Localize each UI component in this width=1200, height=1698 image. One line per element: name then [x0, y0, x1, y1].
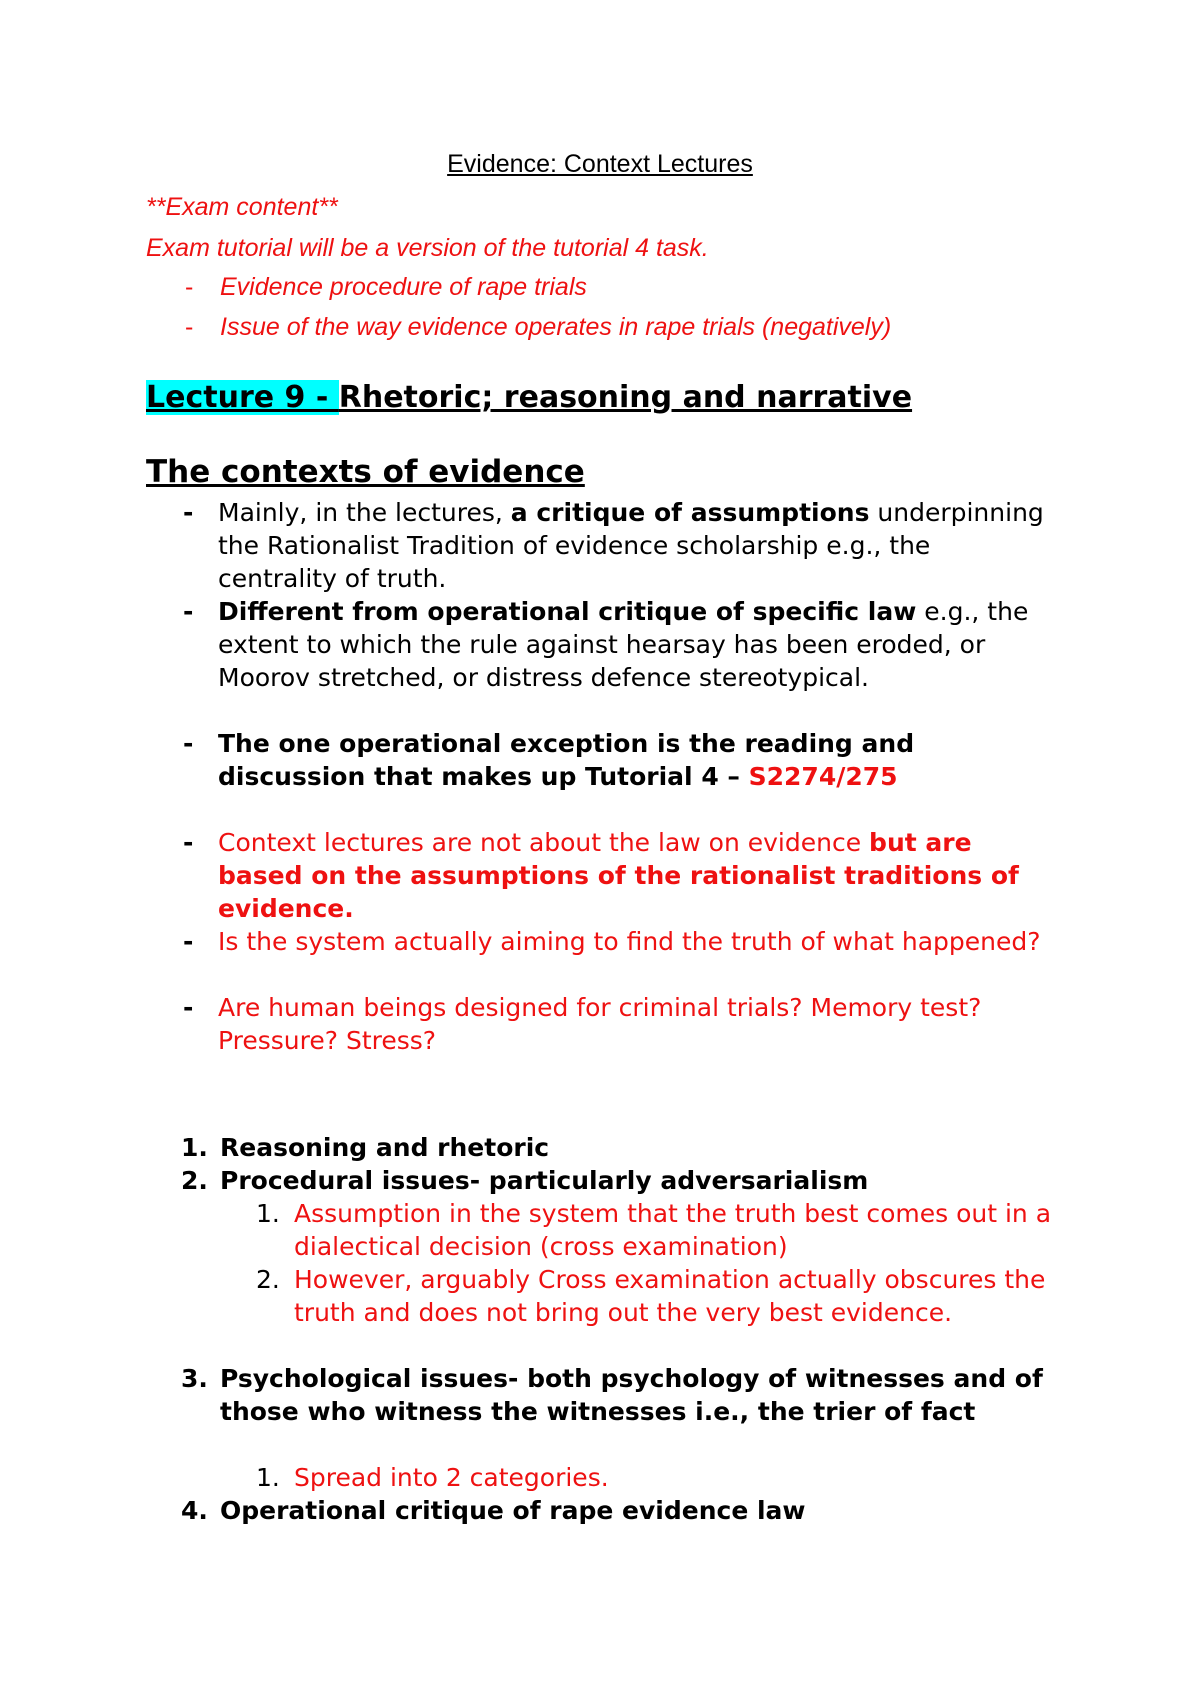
context-bullet-2: - Different from operational critique of specific law e.g., the extent to which the rule against hearsay has been eroded, or Moorov stretched, or distress defence stereotypical. — [183, 597, 1029, 692]
outline-item-3: 3. Psychological issues- both psychology of witnesses and of those who witness the witnesses i.e., the trier of fact — [181, 1364, 1043, 1426]
context-bullet-5: - Is the system actually aiming to find the truth of what happened? — [183, 927, 1041, 956]
exam-content-heading: **Exam content** — [146, 193, 338, 221]
context-bullet-3: - The one operational exception is the reading and discussion that makes up Tutorial 4 – S2274/275 — [183, 729, 915, 791]
exam-bullet-1: Evidence procedure of rape trials — [220, 273, 587, 301]
outline-subitem-2-1: 1. Assumption in the system that the truth best comes out in a dialectical decision (cross examination) — [256, 1199, 1052, 1261]
exam-tutorial-note: Exam tutorial will be a version of the tutorial 4 task. — [146, 234, 709, 262]
bullet-dash: - — [183, 729, 194, 758]
outline-item-1: 1. Reasoning and rhetoric — [181, 1133, 550, 1162]
context-bullet-6: - Are human beings designed for criminal trials? Memory test? Pressure? Stress? — [183, 993, 982, 1055]
bullet-dash: - — [183, 498, 194, 527]
bullet-dash: - — [183, 993, 194, 1022]
lecture-number-highlight: Lecture 9 - — [146, 380, 339, 415]
bullet-dash: - — [183, 927, 194, 956]
outline-item-4: 4. Operational critique of rape evidence law — [181, 1496, 806, 1525]
context-bullet-1: - Mainly, in the lectures, a critique of assumptions underpinning the Rationalist Tradition of evidence scholarship e.g., the centrality of truth. — [183, 498, 1044, 593]
document-title: Evidence: Context Lectures — [447, 150, 753, 178]
bullet-dash: - — [185, 273, 194, 301]
bullet-dash: - — [183, 828, 194, 857]
context-bullet-4: - Context lectures are not about the law on evidence but are based on the assumptions of the rationalist traditions of evidence. — [183, 828, 1019, 923]
bullet-dash: - — [183, 597, 194, 626]
contexts-heading: The contexts of evidence — [146, 454, 585, 490]
outline-subitem-2-2: 2. However, arguably Cross examination actually obscures the truth and does not bring out the very best evidence. — [256, 1265, 1046, 1327]
lecture-title: Rhetoric; reasoning and narrative — [338, 380, 913, 415]
lecture-heading — [146, 380, 912, 415]
exam-bullet-2: Issue of the way evidence operates in rape trials (negatively) — [220, 313, 892, 341]
bullet-dash: - — [185, 313, 194, 341]
outline-subitem-3-1: 1. Spread into 2 categories. — [256, 1463, 609, 1492]
outline-item-2: 2. Procedural issues- particularly adversarialism — [181, 1166, 869, 1195]
